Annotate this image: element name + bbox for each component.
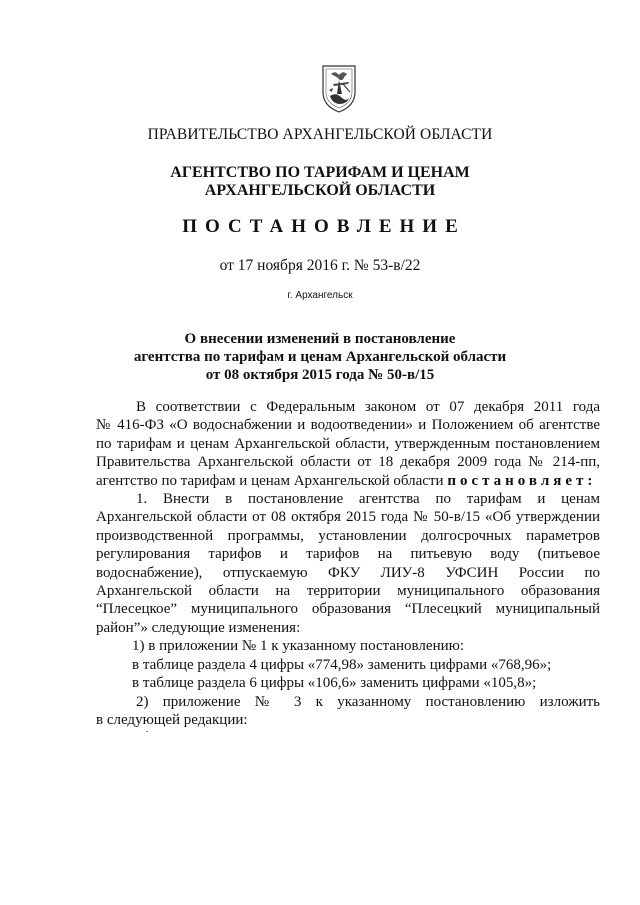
body-line: водоснабжение), отпускаемую ФКУ ЛИУ-8 УФСИН России по	[96, 564, 600, 581]
list-item: 2) приложение № 3 к указанному постановлению изложить	[136, 693, 600, 710]
body-line: район”» следующие изменения:	[96, 619, 301, 636]
body-line	[96, 472, 600, 490]
body-line: 1. Внести в постановление агентства по тарифам и ценам	[136, 491, 600, 508]
body-line: Архангельской области на территории муниципального образования	[96, 583, 600, 600]
document-type: ПОСТАНОВЛЕНИЕ	[182, 216, 466, 237]
body-text: агентство по тарифам и ценам Архангельской области	[96, 472, 448, 489]
document-title	[0, 330, 640, 384]
government-name: ПРАВИТЕЛЬСТВО АРХАНГЕЛЬСКОЙ ОБЛАСТИ	[147, 126, 493, 143]
agency-name-line: АГЕНТСТВО ПО ТАРИФАМ И ЦЕНАМ	[170, 164, 470, 181]
body-line: Архангельской области от 08 октября 2015 года № 50-в/15 «Об утверждении	[96, 509, 600, 526]
title-line: от 08 октября 2015 года № 50-в/15	[205, 367, 435, 383]
body-line: “Плесецкое” муниципального образования “Плесецкий муниципальный	[96, 601, 600, 618]
city: г. Архангельск	[287, 290, 353, 301]
scan-speck	[146, 731, 148, 732]
body-line: по тарифам и ценам Архангельской области, утвержденным постановлением	[96, 435, 600, 452]
title-line: агентства по тарифам и ценам Архангельской области	[133, 349, 507, 365]
document-body	[96, 398, 600, 729]
agency-name-line: АРХАНГЕЛЬСКОЙ ОБЛАСТИ	[204, 182, 436, 199]
list-item: 1) в приложении № 1 к указанному постановлению:	[132, 638, 464, 655]
list-item: в следующей редакции:	[96, 711, 248, 728]
list-item: в таблице раздела 6 цифры «106,6» заменить цифрами «105,8»;	[132, 675, 537, 692]
date-number: от 17 ноября 2016 г. № 53-в/22	[219, 257, 421, 274]
body-line: производственной программы, установлении долгосрочных параметров	[96, 527, 600, 544]
agency-name	[0, 164, 640, 200]
list-item: в таблице раздела 4 цифры «774,98» заменить цифрами «768,96»;	[132, 656, 552, 673]
body-line: В соответствии с Федеральным законом от 07 декабря 2011 года	[136, 399, 600, 415]
resolves-word: постановляет:	[447, 472, 597, 489]
body-line: регулирования тарифов и тарифов на питьевую воду (питьевое	[96, 546, 600, 563]
body-line: Правительства Архангельской области от 18 декабря 2009 года № 214-пп,	[96, 454, 600, 471]
title-line: О внесении изменений в постановление	[184, 331, 456, 347]
coat-of-arms-icon	[319, 62, 359, 114]
body-line: № 416-ФЗ «О водоснабжении и водоотведении» и Положением об агентстве	[96, 417, 600, 434]
